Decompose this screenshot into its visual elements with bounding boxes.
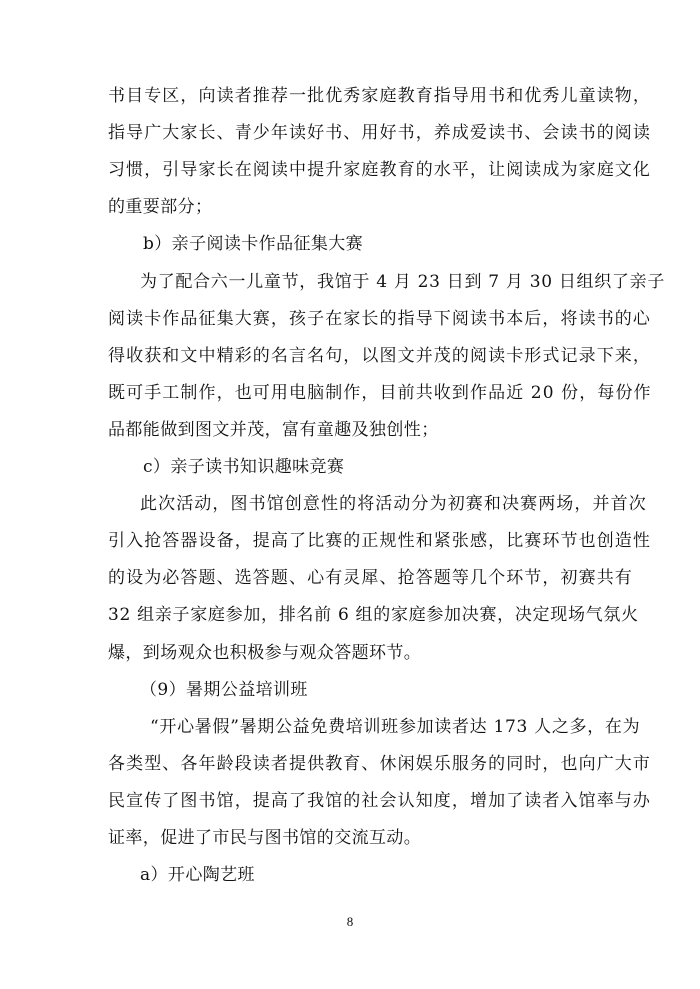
text-line: “开心暑假”暑期公益免费培训班参加读者达 173 人之多，在为 xyxy=(150,717,641,737)
text-line: 既可手工制作，也可用电脑制作，目前共收到作品近 20 份，每份作 xyxy=(108,383,652,403)
text-line: 阅读卡作品征集大赛，孩子在家长的指导下阅读书本后，将读书的心 xyxy=(108,309,651,329)
text-line: 各类型、各年龄段读者提供教育、休闲娱乐服务的同时，也向广大市 xyxy=(108,754,651,774)
text-line: 的设为必答题、选答题、心有灵犀、抢答题等几个环节，初赛共有 xyxy=(108,568,633,588)
text-line: 民宣传了图书馆，提高了我馆的社会认知度，增加了读者入馆率与办 xyxy=(108,791,651,811)
text-line: 引入抢答器设备，提高了比赛的正规性和紧张感，比赛环节也创造性 xyxy=(108,531,651,551)
text-line: 的重要部分； xyxy=(108,197,213,217)
text-line: 得收获和文中精彩的名言名句，以图文并茂的阅读卡形式记录下来， xyxy=(108,346,651,366)
text-line: 32 组亲子家庭参加，排名前 6 组的家庭参加决赛，决定现场气氛火 xyxy=(108,605,639,625)
page-number: 8 xyxy=(346,914,354,929)
section-heading: （9）暑期公益培训班 xyxy=(140,680,308,700)
subheading-b: b）亲子阅读卡作品征集大赛 xyxy=(143,234,364,254)
text-line: 习惯，引导家长在阅读中提升家庭教育的水平，让阅读成为家庭文化 xyxy=(108,160,651,180)
subheading-a: a）开心陶艺班 xyxy=(140,865,255,885)
text-line: 此次活动，图书馆创意性的将活动分为初赛和决赛两场，并首次 xyxy=(140,494,647,514)
text-line: 书目专区，向读者推荐一批优秀家庭教育指导用书和优秀儿童读物， xyxy=(108,86,651,106)
text-line: 品都能做到图文并茂，富有童趣及独创性； xyxy=(108,420,439,440)
text-line: 爆，到场观众也积极参与观众答题环节。 xyxy=(108,643,422,663)
text-line: 证率，促进了市民与图书馆的交流互动。 xyxy=(108,828,422,848)
text-line: 为了配合六一儿童节，我馆于 4 月 23 日到 7 月 30 日组织了亲子 xyxy=(140,272,666,292)
text-line: 指导广大家长、青少年读好书、用好书，养成爱读书、会读书的阅读 xyxy=(108,123,651,143)
subheading-c: c）亲子读书知识趣味竞赛 xyxy=(143,457,345,477)
